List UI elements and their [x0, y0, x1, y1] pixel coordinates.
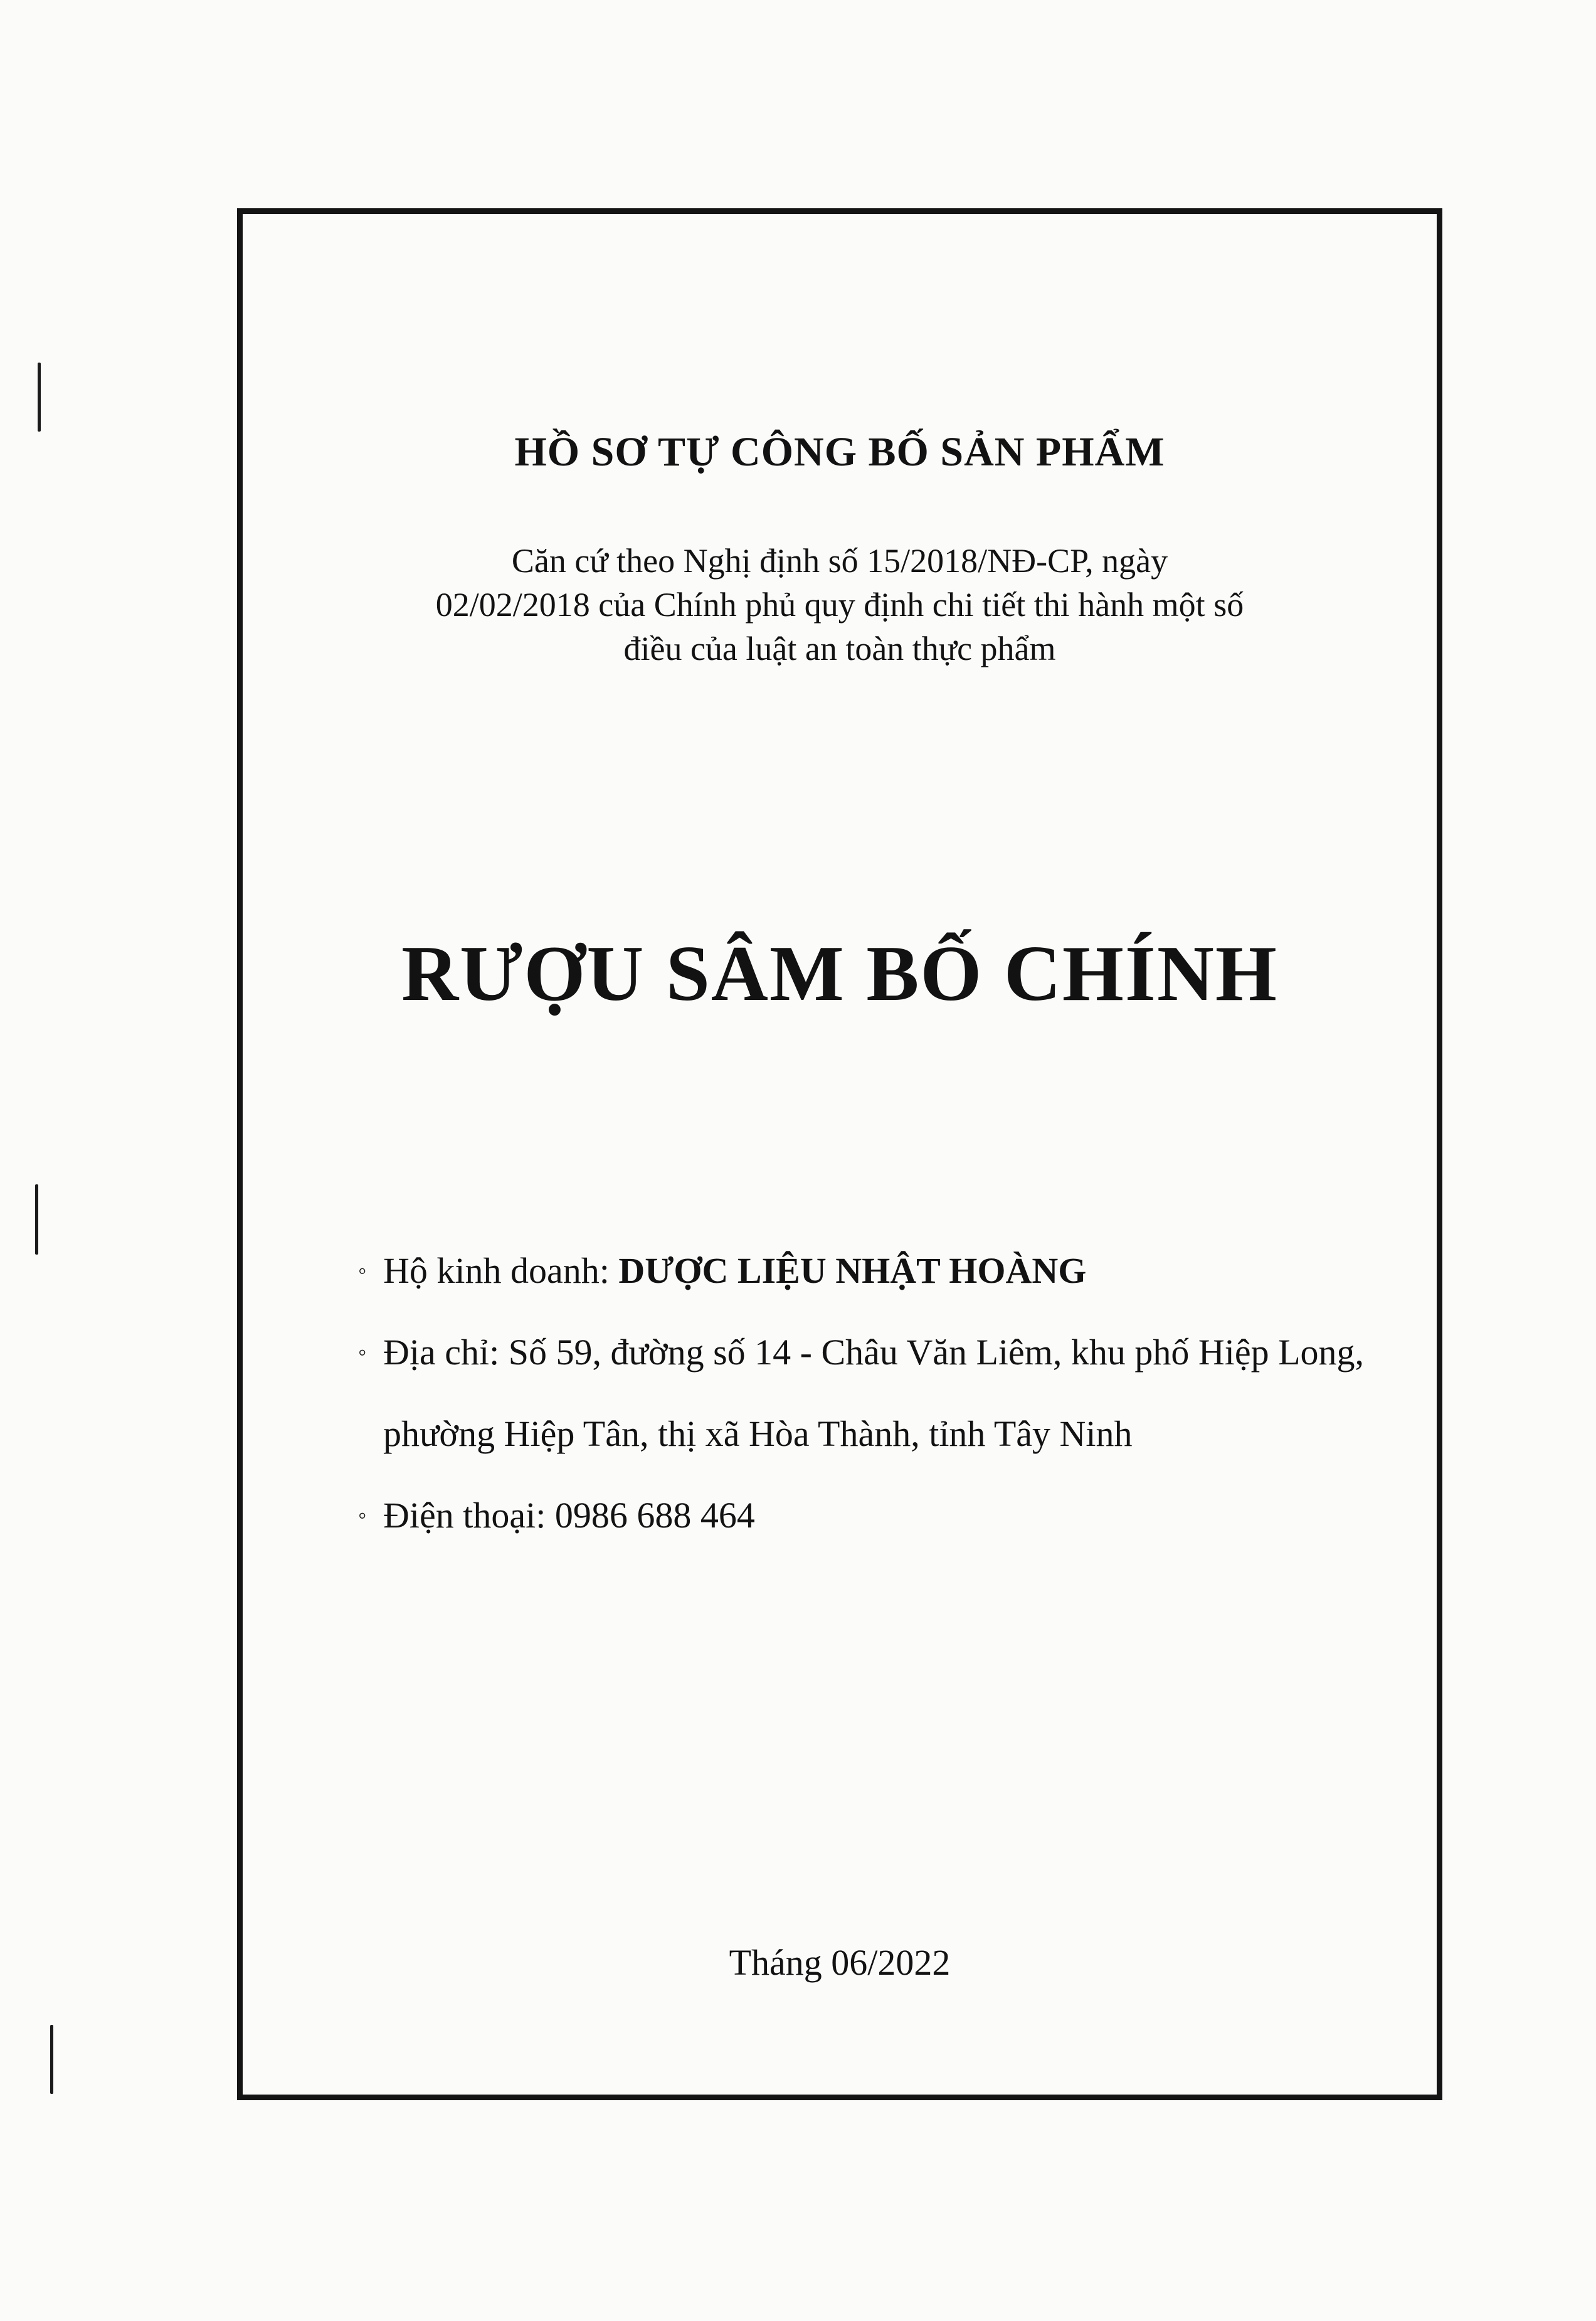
document-frame	[237, 208, 1442, 2100]
legal-basis-line: 02/02/2018 của Chính phủ quy định chi tiết thi hành một số	[435, 586, 1244, 624]
bullet-icon: ◦	[358, 1258, 367, 1284]
business-name: DƯỢC LIỆU NHẬT HOÀNG	[618, 1250, 1087, 1291]
phone-label: Điện thoại:	[383, 1495, 555, 1536]
legal-basis-text	[318, 539, 1361, 671]
address-line-continued: phường Hiệp Tân, thị xã Hòa Thành, tỉnh Tây Ninh	[383, 1413, 1133, 1454]
phone-line	[356, 1487, 1387, 1544]
bullet-icon: ◦	[358, 1502, 367, 1529]
business-info	[356, 1243, 1387, 1544]
product-name: RƯỢU SÂM BỐ CHÍNH	[401, 930, 1278, 1017]
binder-punch-mark	[38, 363, 41, 432]
address-line	[356, 1324, 1387, 1381]
document-date: Tháng 06/2022	[729, 1942, 951, 1983]
address-label: Địa chỉ:	[383, 1332, 509, 1373]
phone-value: 0986 688 464	[554, 1495, 755, 1536]
business-line	[356, 1243, 1387, 1299]
address-value: Số 59, đường số 14 - Châu Văn Liêm, khu phố Hiệp Long,	[508, 1332, 1365, 1373]
bullet-icon: ◦	[358, 1339, 367, 1366]
business-label: Hộ kinh doanh:	[383, 1250, 619, 1291]
legal-basis-line: điều của luật an toàn thực phẩm	[623, 630, 1056, 667]
binder-punch-mark	[50, 2025, 53, 2094]
binder-punch-mark	[35, 1184, 38, 1255]
legal-basis-line: Căn cứ theo Nghị định số 15/2018/NĐ-CP, ngày	[511, 542, 1168, 580]
document-heading: HỒ SƠ TỰ CÔNG BỐ SẢN PHẨM	[514, 429, 1165, 475]
